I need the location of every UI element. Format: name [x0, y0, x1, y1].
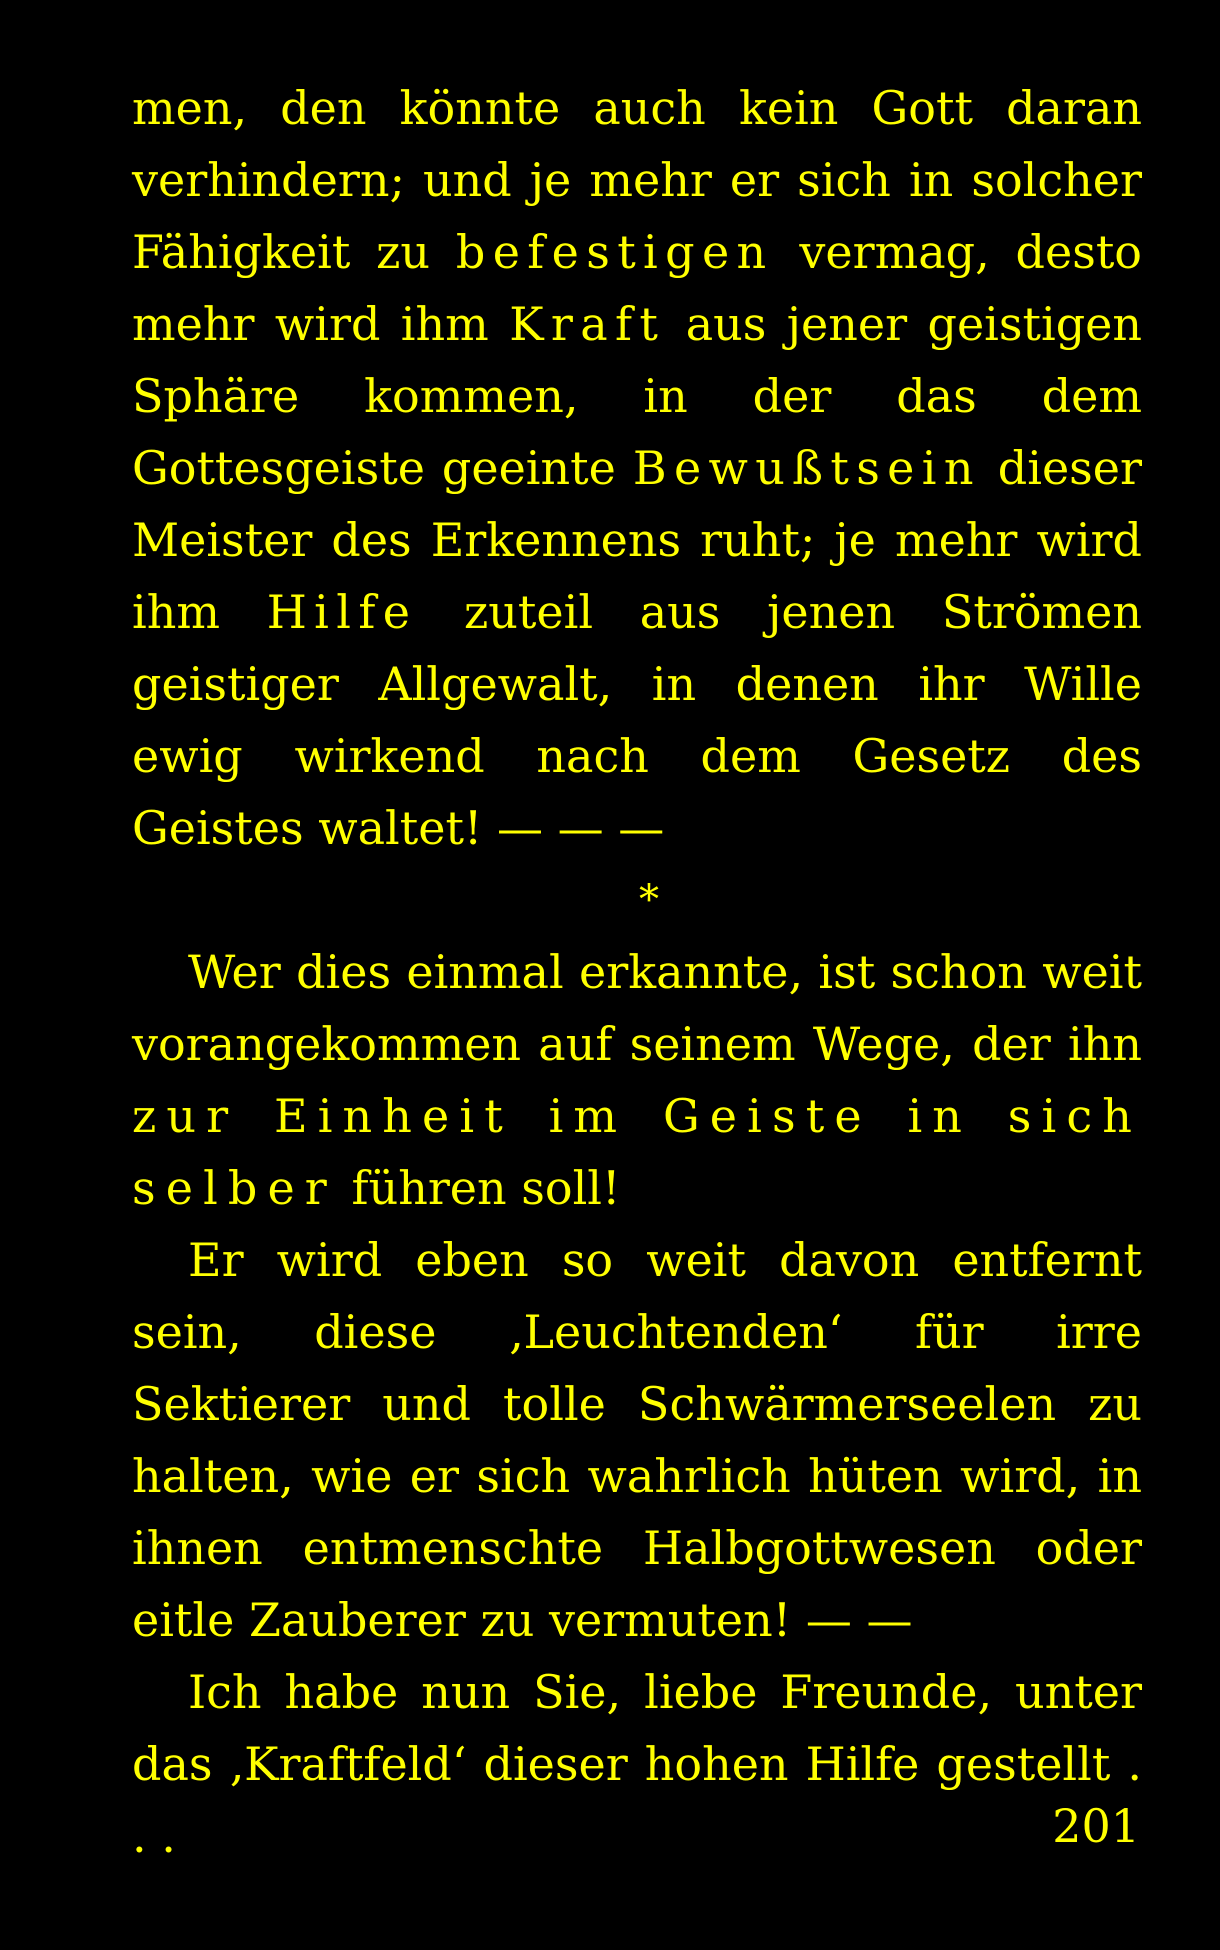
paragraph-1 — [132, 72, 1142, 864]
paragraph-2 — [132, 936, 1142, 1224]
text-segment: men, den könnte auch kein Gott daran verhindern; und je mehr er sich in solcher Fähigkeit zu — [132, 81, 1142, 279]
emphasis-spaced: Kraft — [509, 297, 666, 351]
emphasis-spaced: Hilfe — [266, 585, 418, 639]
section-separator: * — [639, 877, 659, 923]
paragraph-3 — [132, 1224, 1142, 1656]
text-segment: Er wird eben so weit davon entfernt sein, diese ‚Leuchtenden‘ für irre Sektierer und tolle Schwärmerseelen zu halten, wie er sich wahrlich hüten wird, in ihnen entmenschte Halbgottwesen oder eitle Zauberer zu vermuten! — — — [132, 1233, 1142, 1647]
text-segment: aus jener geistigen Sphäre kommen, in der das dem Gottesgeiste geeinte — [132, 297, 1142, 495]
emphasis-spaced: zur Einheit im Geiste in sich selber — [132, 1089, 1142, 1215]
paragraph-4 — [132, 1656, 1142, 1872]
page-number: 201 — [1052, 1799, 1140, 1853]
text-segment: zuteil aus jenen Strömen geistiger Allgewalt, in denen ihr Wille ewig wirkend nach dem Gesetz des Geistes waltet! — — — — [132, 585, 1142, 855]
text-segment: dieser Meister des Erkennens ruht; je mehr wird ihm — [132, 441, 1142, 639]
text-segment: Ich habe nun Sie, liebe Freunde, unter das ‚Kraftfeld‘ dieser hohen Hilfe gestellt . . . — [132, 1665, 1142, 1863]
text-segment: vermag, desto mehr wird ihm — [132, 225, 1143, 351]
text-segment: Wer dies einmal erkannte, ist schon weit vorangekommen auf seinem Wege, der ihn — [132, 945, 1142, 1071]
body-text — [132, 72, 1142, 1872]
emphasis-spaced: Bewußtsein — [632, 441, 981, 495]
text-segment: führen soll! — [336, 1161, 621, 1215]
emphasis-spaced: befestigen — [455, 225, 774, 279]
